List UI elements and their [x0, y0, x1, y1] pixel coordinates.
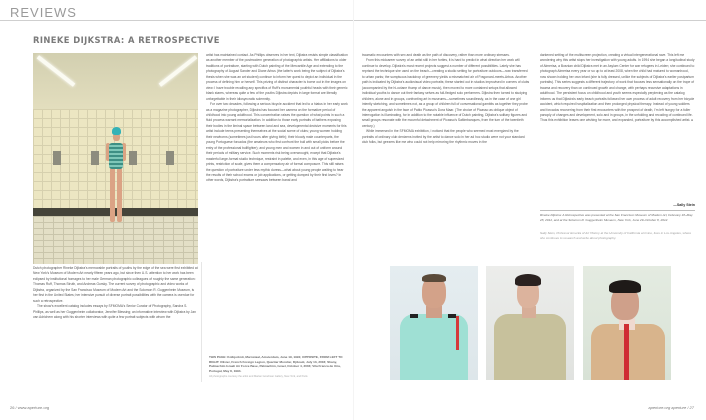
folio-right: aperture.org aperture / 27	[648, 405, 694, 410]
article-column-3	[362, 53, 530, 257]
section-label: REVIEWS	[10, 5, 77, 20]
wall-panel	[166, 151, 174, 165]
article-column-4	[540, 53, 695, 201]
paragraph: Dutch photographer Rineke Dijkstra's memorable portraits of youths by the edge of the sea were first exhibited at New York's Museum of Modern Art nearly fifteen years ago, but since then U.S. attention to her work has been eclipsed by institutional homages to her male German photographic colleagues of roughly the same generation: Thomas Ruff, Thomas Struth, and Andreas Gursky. The current survey of photographic and video works of Dijkstra, organized by the San Francisco Museum of Modern Art and the Solomon R. Guggenheim Museum, is her first in the United States; her intensive pursuit of diverse portrait possibilities with the camera is overdue for such a retrospective.	[33, 266, 198, 303]
paragraph: darkened setting of the multiscreen projection, creating a virtual intergenerational rave. This left me wondering why this artist stops her investigation with young adults. In 1994 she began a longitudinal study of Almerisa, a Bosnian child Dijkstra met in an Asylum Center for war refugees in Leiden; she continued to photograph Almerisa every year or so up to at least 2008, when the child had matured to womanhood, now shown holding her own infant (she is fully dressed, unlike the subjects of Dijkstra's earlier postpartum portraits). This series suggests a different trajectory of work that focuses less sensationally on the trope of trauma and recovery than on continued growth and change, with perhaps recursive adaptations in adulthood. The persistent focus on childhood and youth seems especially perplexing as the catalog informs us that Dijkstra's early beach portraits followed her own process of adult recovery from her bicycle accident, which required hospitalization and then prolonged physical therapy. Instead of young soldiers and forcados recovering from their first encounters with the prospect of death, I'm left hungry for a fuller panoply of changes and development, solo and in groups, in the unfolding and recoding of continued life. Thus this exhibition leaves one wishing for more, and expanded, portraiture by this accomplished artist. ●	[540, 53, 695, 123]
paragraph: The show's excellent catalog includes essays by SFMOMA's Senior Curator of Photography, Sandra S. Phillips, as well as her Guggenheim collaborator, Jennifer Blessing; an informative interview with Dijkstra by Jan van Adrichem along with his shorter interviews with quite a few portrait subjects with whom the	[33, 304, 196, 320]
portrait-photo-1	[390, 266, 478, 380]
paragraph: While immersed in the SFMOMA exhibition, I noticed that the people who seemed most energized by the portraits of ordinary club denizens invited by the artist to dance solo in her ad hoc studio were not your standard club folks, but geezers like me who could not help mirroring the rhythmic moves in the	[362, 129, 525, 145]
shirt	[494, 314, 566, 380]
hair	[515, 274, 541, 286]
photo-credit: All photographs courtesy the artist and Marian Goodman Gallery, New York, and Paris	[209, 375, 308, 378]
hero-photo	[33, 53, 198, 264]
column-rule	[201, 262, 202, 382]
epaulette	[448, 314, 456, 318]
exhibition-note: Rineke Dijkstra: A Retrospective was presented at the San Francisco Museum of Modern Art, February 18–May 28, 2012, and at the Solomon R. Guggenheim Museum, New York, June 29–October 8, 2012.	[540, 213, 693, 222]
bio-rule	[540, 210, 695, 211]
red-tie	[624, 324, 629, 380]
portrait-photo-2	[486, 266, 574, 380]
author-signoff: —Sally Stein	[673, 203, 695, 207]
baseboard	[33, 208, 198, 216]
paragraph: traumatic encounters with sex and death as the path of discovery, rather than more ordinary stresses.	[362, 53, 510, 57]
photo-caption: THIS PAGE: Kolbjorknit, Marnstaal, Amsterdam, June 19, 1991; OPPOSITE, FROM LEFT TO RIGHT: Olivier, French Foreign Legion, Quartier Monclar, Djibouti, July 13, 2003; Shany, Palmachim Israeli Air Force Base, Palmachim, Israel, October 4, 2003; Vila Franca de Xira, Portugal, May 8, 1994.	[209, 355, 343, 374]
red-cord	[456, 316, 459, 350]
figure-leg	[117, 168, 122, 222]
article-column-1	[33, 266, 198, 396]
paragraph: artist has maintained contact. As Phillips observes in her text, Dijkstra resists simple classification as another member of the postmodern generation of photographic artists. Her affiliations to older traditions of portraiture, starting with Dutch painting of the Mercantile Age and extending to the photography of August Sander and Diane Arbus (the latter's work being the subject of Dijkstra's thesis when she was an art student) continue to inform her quest to depict an individual in the process of defining him or herself. This prizing of distinct character is borne out in the images on view: I have trouble recalling any specifics of Ruff's monumental youthful heads with their generic blank stares, whereas quite a few of the youths Dijkstra depicts in large format are literally unforgettable in their idiosyncratic solemnity.	[206, 53, 348, 101]
hair	[609, 280, 641, 293]
page-gutter	[353, 0, 354, 420]
article-column-2	[206, 53, 348, 351]
hair	[422, 274, 446, 282]
article-title: RINEKE DIJKSTRA: A RETROSPECTIVE	[33, 35, 220, 45]
figure-swimsuit	[109, 143, 123, 169]
portrait-photo-3	[583, 266, 671, 380]
wall-panel	[53, 151, 61, 165]
author-bio: Sally Stein, Professor Emerita of Art History at the University of California at Irvine, lives in Los Angeles, where she continues to research and write about photography.	[540, 231, 692, 240]
epaulette	[410, 314, 418, 318]
wall-panel	[91, 151, 99, 165]
figure-leg	[110, 168, 115, 222]
figure-swim-cap	[112, 127, 121, 135]
ceiling	[33, 53, 198, 113]
tiled-floor	[33, 216, 198, 264]
paragraph: For over two decades, following a serious bicycle accident that led to a hiatus in her early work as a magazine photographer, Dijkstra has focused her camera on the formative period of childhood into young adulthood. This concentration raises the question of what points in such a fluid process warrant memorialization. In addition to those early portraits of bathers exposing their bodies in the liminal space between land and sea, developmental decisive moments for this artist include teens presenting themselves at the social scene of clubs; young women holding their newborns (sometimes just hours after giving birth); their bloody male counterparts, the young Portuguese forcados (the amateurs who first confront the bull with small picks before the entry of the professional bullfighter); and young men and women in and out of uniform around their periods of military service. Such moments risk being overwrought, except that Dijkstra's masterful large-format studio technique, restraint in palette, and even, in this age of supersized prints, restriction of scale, gives them a compensatory air of formal composure. This still raises the question of portraiture under less mythic duress—what about young people waiting to hear the results of their school exams or job applications, or getting dumped by their first loves? In other words, Dijkstra's portraiture seesaws between banal and	[206, 102, 348, 183]
paragraph: From this midcareer survey of an artist still in her forties, it is hard to predict in what direction her work will continue to develop. Dijkstra's most recent projects suggest a number of different possibilities. Lately she has reprised the technique she used on the beach—creating a studio setting for portraiture outdoors—now transferred to urban parks; the sumptuous backdrop of greenery yields a mismatched air of Fragonard-meets-Arbus. Another path is indicated by Dijkstra's audiovisual video portraits; these started out in studios improvised in corners of clubs (accompanied by the hi-octane thump of dance music), then moved to more contained setups that allowed individual youths to dance out their fantasy selves as full-fledged solo performers. Dijkstra then turned to studying children, alone and in groups, confronting art in museums—sometimes soundlessly, as in the case of one girl intently sketching, and sometimes not, as a group of children full of conversational gambits as together they probe the apparent anguish in the face of Pablo Picasso's Dora Maar. (The choice of Picasso as oblique object of interrogation is illuminating, for in addition to the notable influence of Dutch painting, Dijkstra's solitary figures and small groups resonate with the mournful detachment of Picasso's Saltimbanques, from the turn of the twentieth century.)	[362, 58, 530, 128]
folio-left: 26 / www.aperture.org	[10, 405, 50, 410]
wall-panel	[129, 151, 137, 165]
